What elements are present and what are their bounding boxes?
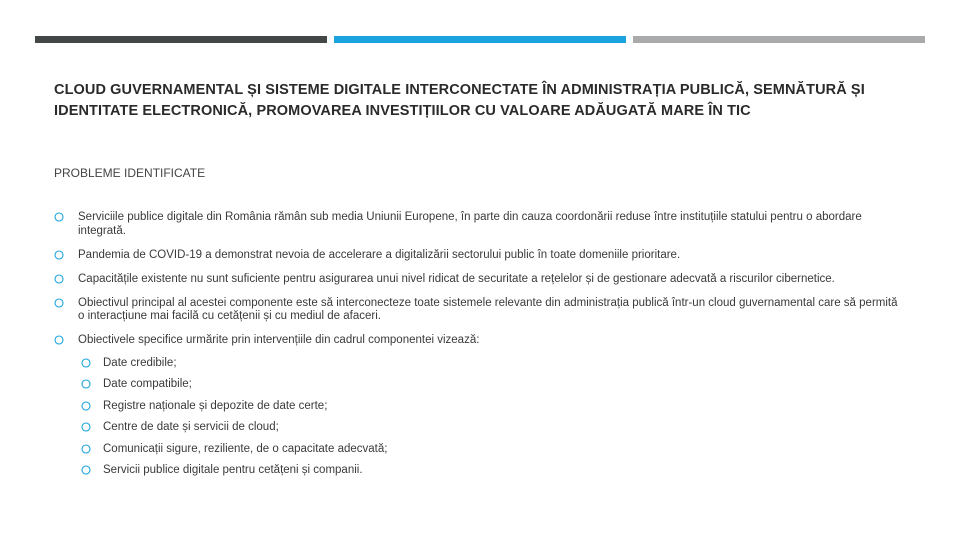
circle-bullet-icon	[81, 401, 91, 411]
sub-list-item-text: Date credibile;	[103, 356, 177, 369]
header-bar-gray	[633, 36, 925, 43]
circle-bullet-icon	[54, 274, 64, 284]
sub-list-item-text: Servicii publice digitale pentru cetățeni și companii.	[103, 464, 363, 476]
circle-bullet-icon	[81, 379, 91, 389]
circle-bullet-icon	[54, 298, 64, 308]
sub-list-item-text: Registre naționale și depozite de date certe;	[103, 399, 328, 412]
list-item-text: Obiectivele specifice urmărite prin intervențiile din cadrul componentei vizează:	[78, 334, 480, 346]
list-item	[54, 211, 904, 238]
list-item-text: Obiectivul principal al acestei componente este să interconecteze toate sistemele relevante din administrația publică într-un cloud guvernamental care să permită o interacțiune mai facilă cu cetățenii și cu mediul de afaceri.	[78, 296, 898, 322]
list-item	[54, 249, 904, 263]
circle-bullet-icon	[54, 212, 64, 222]
circle-bullet-icon	[81, 465, 91, 475]
sub-list-item-text: Centre de date și servicii de cloud;	[103, 421, 279, 433]
list-item-text: Pandemia de COVID-19 a demonstrat nevoia de accelerare a digitalizării sectorului public în toate domeniile prioritare.	[78, 248, 681, 261]
header-bar-blue	[334, 36, 626, 43]
slide-subtitle: PROBLEME IDENTIFICATE	[54, 166, 206, 180]
bullet-list	[54, 211, 904, 488]
slide-title: CLOUD GUVERNAMENTAL ȘI SISTEME DIGITALE INTERCONECTATE ÎN ADMINISTRAȚIA PUBLICĂ, SEMNĂTURĂ ȘI IDENTITATE ELECTRONICĂ, PROMOVAREA INVESTIȚIILOR CU VALOARE ADĂUGATĂ MARE ÎN TIC	[54, 82, 865, 119]
circle-bullet-icon	[54, 250, 64, 260]
list-item	[54, 297, 904, 324]
list-item	[54, 334, 904, 478]
circle-bullet-icon	[81, 444, 91, 454]
sub-list-item	[78, 400, 904, 414]
sub-list-item	[78, 464, 904, 478]
sub-list-item	[78, 421, 904, 435]
circle-bullet-icon	[81, 358, 91, 368]
list-item	[54, 273, 904, 287]
circle-bullet-icon	[54, 335, 64, 345]
list-item-text: Serviciile publice digitale din România rămân sub media Uniunii Europene, în parte din cauza coordonării reduse între instituțiile statului pentru o abordare integrată.	[78, 211, 862, 237]
list-item-text: Capacitățile existente nu sunt suficiente pentru asigurarea unui nivel ridicat de securitate a rețelelor și de gestionare adecvată a riscurilor cibernetice.	[78, 272, 835, 285]
sub-list-item	[78, 378, 904, 392]
sub-list-item	[78, 443, 904, 457]
header-bar-dark	[35, 36, 327, 43]
sub-list-item-text: Comunicații sigure, reziliente, de o capacitate adecvată;	[103, 442, 388, 455]
sub-bullet-list	[78, 357, 904, 478]
sub-list-item	[78, 357, 904, 371]
sub-list-item-text: Date compatibile;	[103, 378, 192, 390]
circle-bullet-icon	[81, 422, 91, 432]
